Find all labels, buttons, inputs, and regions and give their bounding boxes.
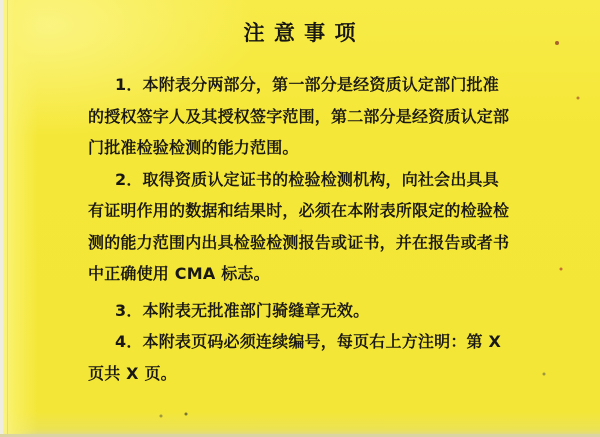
notice-body [88, 69, 518, 389]
page-left-edge [0, 0, 3, 437]
notice-paragraph-4 [88, 326, 518, 389]
text-line: 页共 X 页。 [88, 363, 177, 383]
text-line: 1．本附表分两部分，第一部分是经资质认定部门批准 [115, 75, 499, 94]
text-line: 2．取得资质认定证书的检验检测机构，向社会出具具 [115, 169, 499, 189]
text-line: 的授权签字人及其授权签字范围，第二部分是经资质认定部 [88, 106, 510, 126]
text-line: 中正确使用 CMA 标志。 [88, 264, 270, 283]
text-line: 3．本附表无批准部门骑缝章无效。 [115, 300, 370, 320]
notice-paragraph-2 [88, 164, 518, 290]
text-line: 测的能力范围内出具检验检测报告或证书，并在报告或者书 [88, 232, 510, 252]
notice-paragraph-3 [88, 295, 518, 327]
notice-title: 注 意 事 项 [243, 21, 357, 45]
page-crease [7, 0, 8, 437]
notice-paragraph-1 [88, 69, 518, 164]
text-line: 门批准检验检测的能力范围。 [88, 138, 299, 157]
text-line: 4．本附表页码必须连续编号，每页右上方注明：第 X [115, 332, 502, 351]
text-line: 有证明作用的数据和结果时，必须在本附表所限定的检验检 [88, 201, 510, 220]
